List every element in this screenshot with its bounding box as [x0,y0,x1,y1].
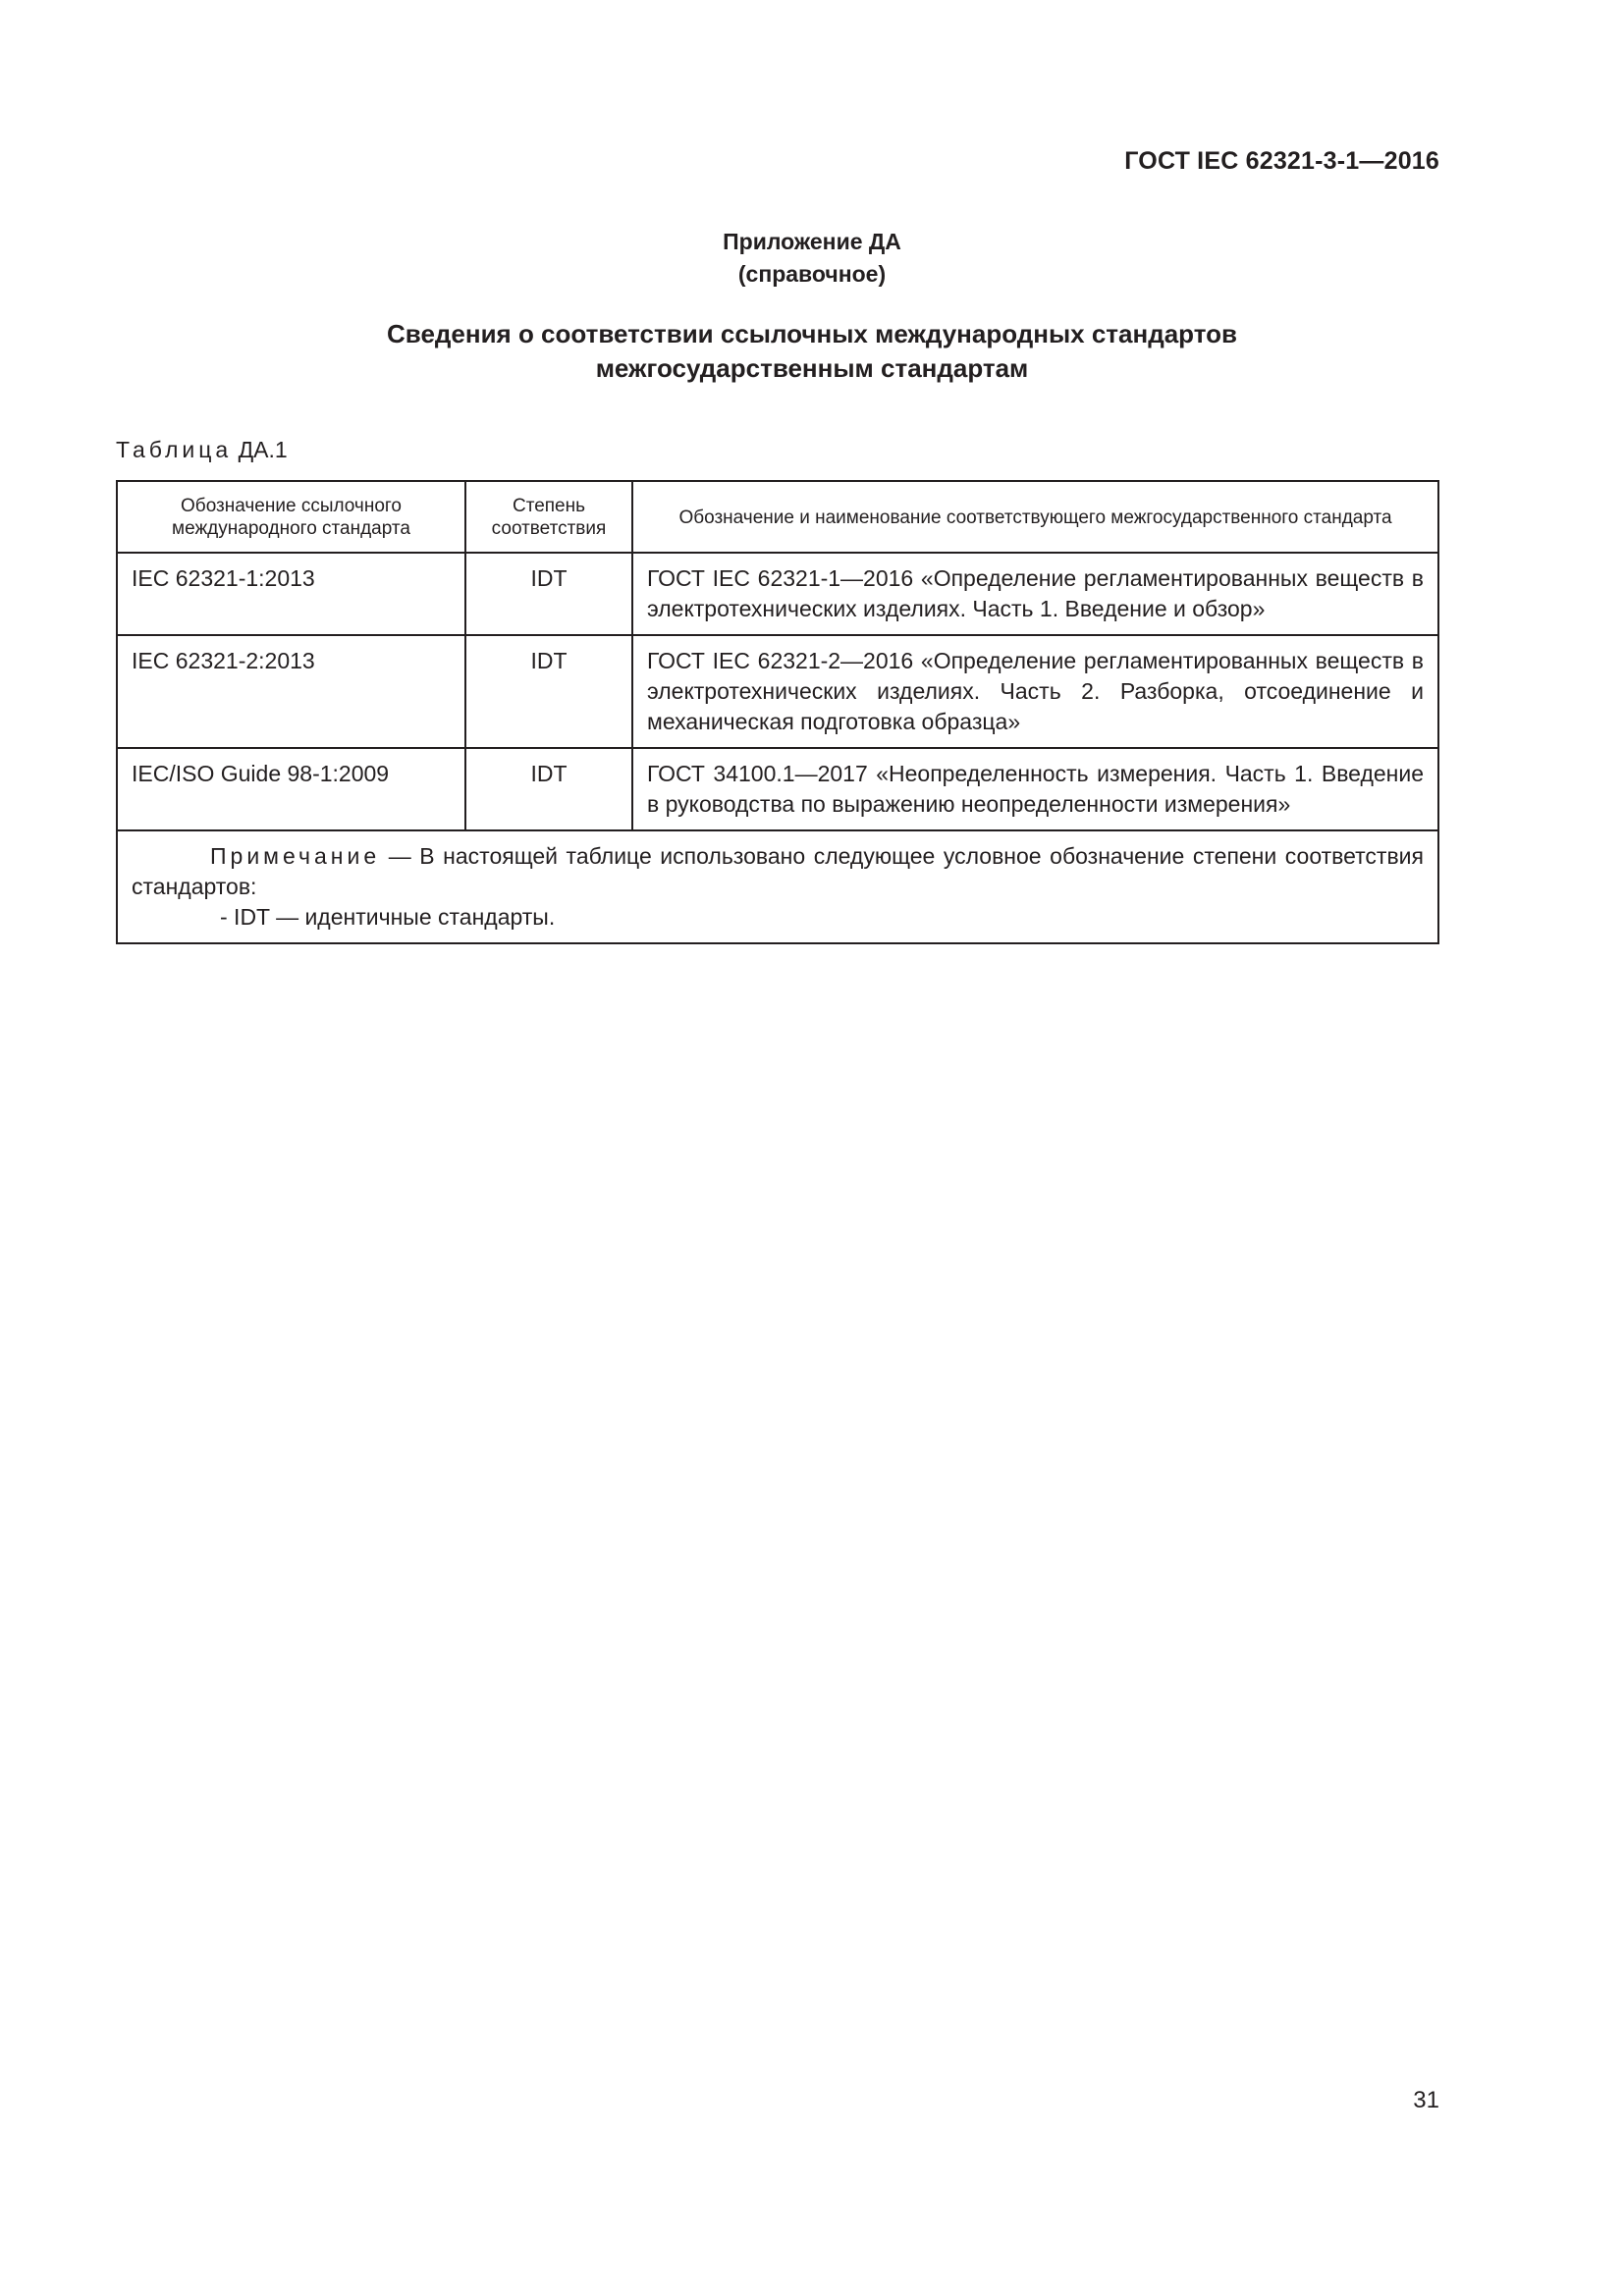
table-note-row [117,830,1438,943]
header-reference-standard: Обозначение ссылочного международного стандарта [117,481,465,553]
note-list-item: - IDT — идентичные стандарты. [220,904,556,930]
reference-table [116,480,1439,944]
cell-reference-code: IEC 62321-1:2013 [117,553,465,635]
cell-degree: IDT [465,748,632,830]
table-header-row [117,481,1438,553]
table-label [116,437,288,463]
document-code: ГОСТ IEC 62321-3-1—2016 [1124,147,1439,175]
cell-interstate-name: ГОСТ IEC 62321-1—2016 «Определение регламентированных веществ в электротехнических изделиях. Часть 1. Введение и обзор» [632,553,1438,635]
cell-degree: IDT [465,635,632,748]
appendix-label: Приложение ДА [723,229,901,254]
table-label-number: ДА.1 [238,437,288,462]
cell-degree: IDT [465,553,632,635]
cell-interstate-name: ГОСТ 34100.1—2017 «Неопределенность измерения. Часть 1. Введение в руководства по выражению неопределенности измерения» [632,748,1438,830]
note-label: Примечание [210,843,381,869]
note-text [132,841,1424,902]
note-body: — В настоящей таблице использовано следующее условное обозначение степени соответствия стандартов: [132,843,1424,899]
cell-reference-code: IEC 62321-2:2013 [117,635,465,748]
table-note [117,830,1438,943]
title-line-1: Сведения о соответствии ссылочных международных стандартов [387,319,1237,348]
page-number: 31 [1413,2087,1439,2113]
page-title [0,317,1624,386]
table-row [117,748,1438,830]
appendix-type: (справочное) [737,261,887,287]
cell-interstate-name: ГОСТ IEC 62321-2—2016 «Определение регламентированных веществ в электротехнических изделиях. Часть 2. Разборка, отсоединение и механическая подготовка образца» [632,635,1438,748]
table-label-word: Таблица [116,437,233,462]
title-line-2: межгосударственным стандартам [595,353,1029,383]
table-row [117,553,1438,635]
header-interstate-standard: Обозначение и наименование соответствующего межгосударственного стандарта [632,481,1438,553]
table-row [117,635,1438,748]
header-degree: Степень соответствия [465,481,632,553]
cell-reference-code: IEC/ISO Guide 98-1:2009 [117,748,465,830]
